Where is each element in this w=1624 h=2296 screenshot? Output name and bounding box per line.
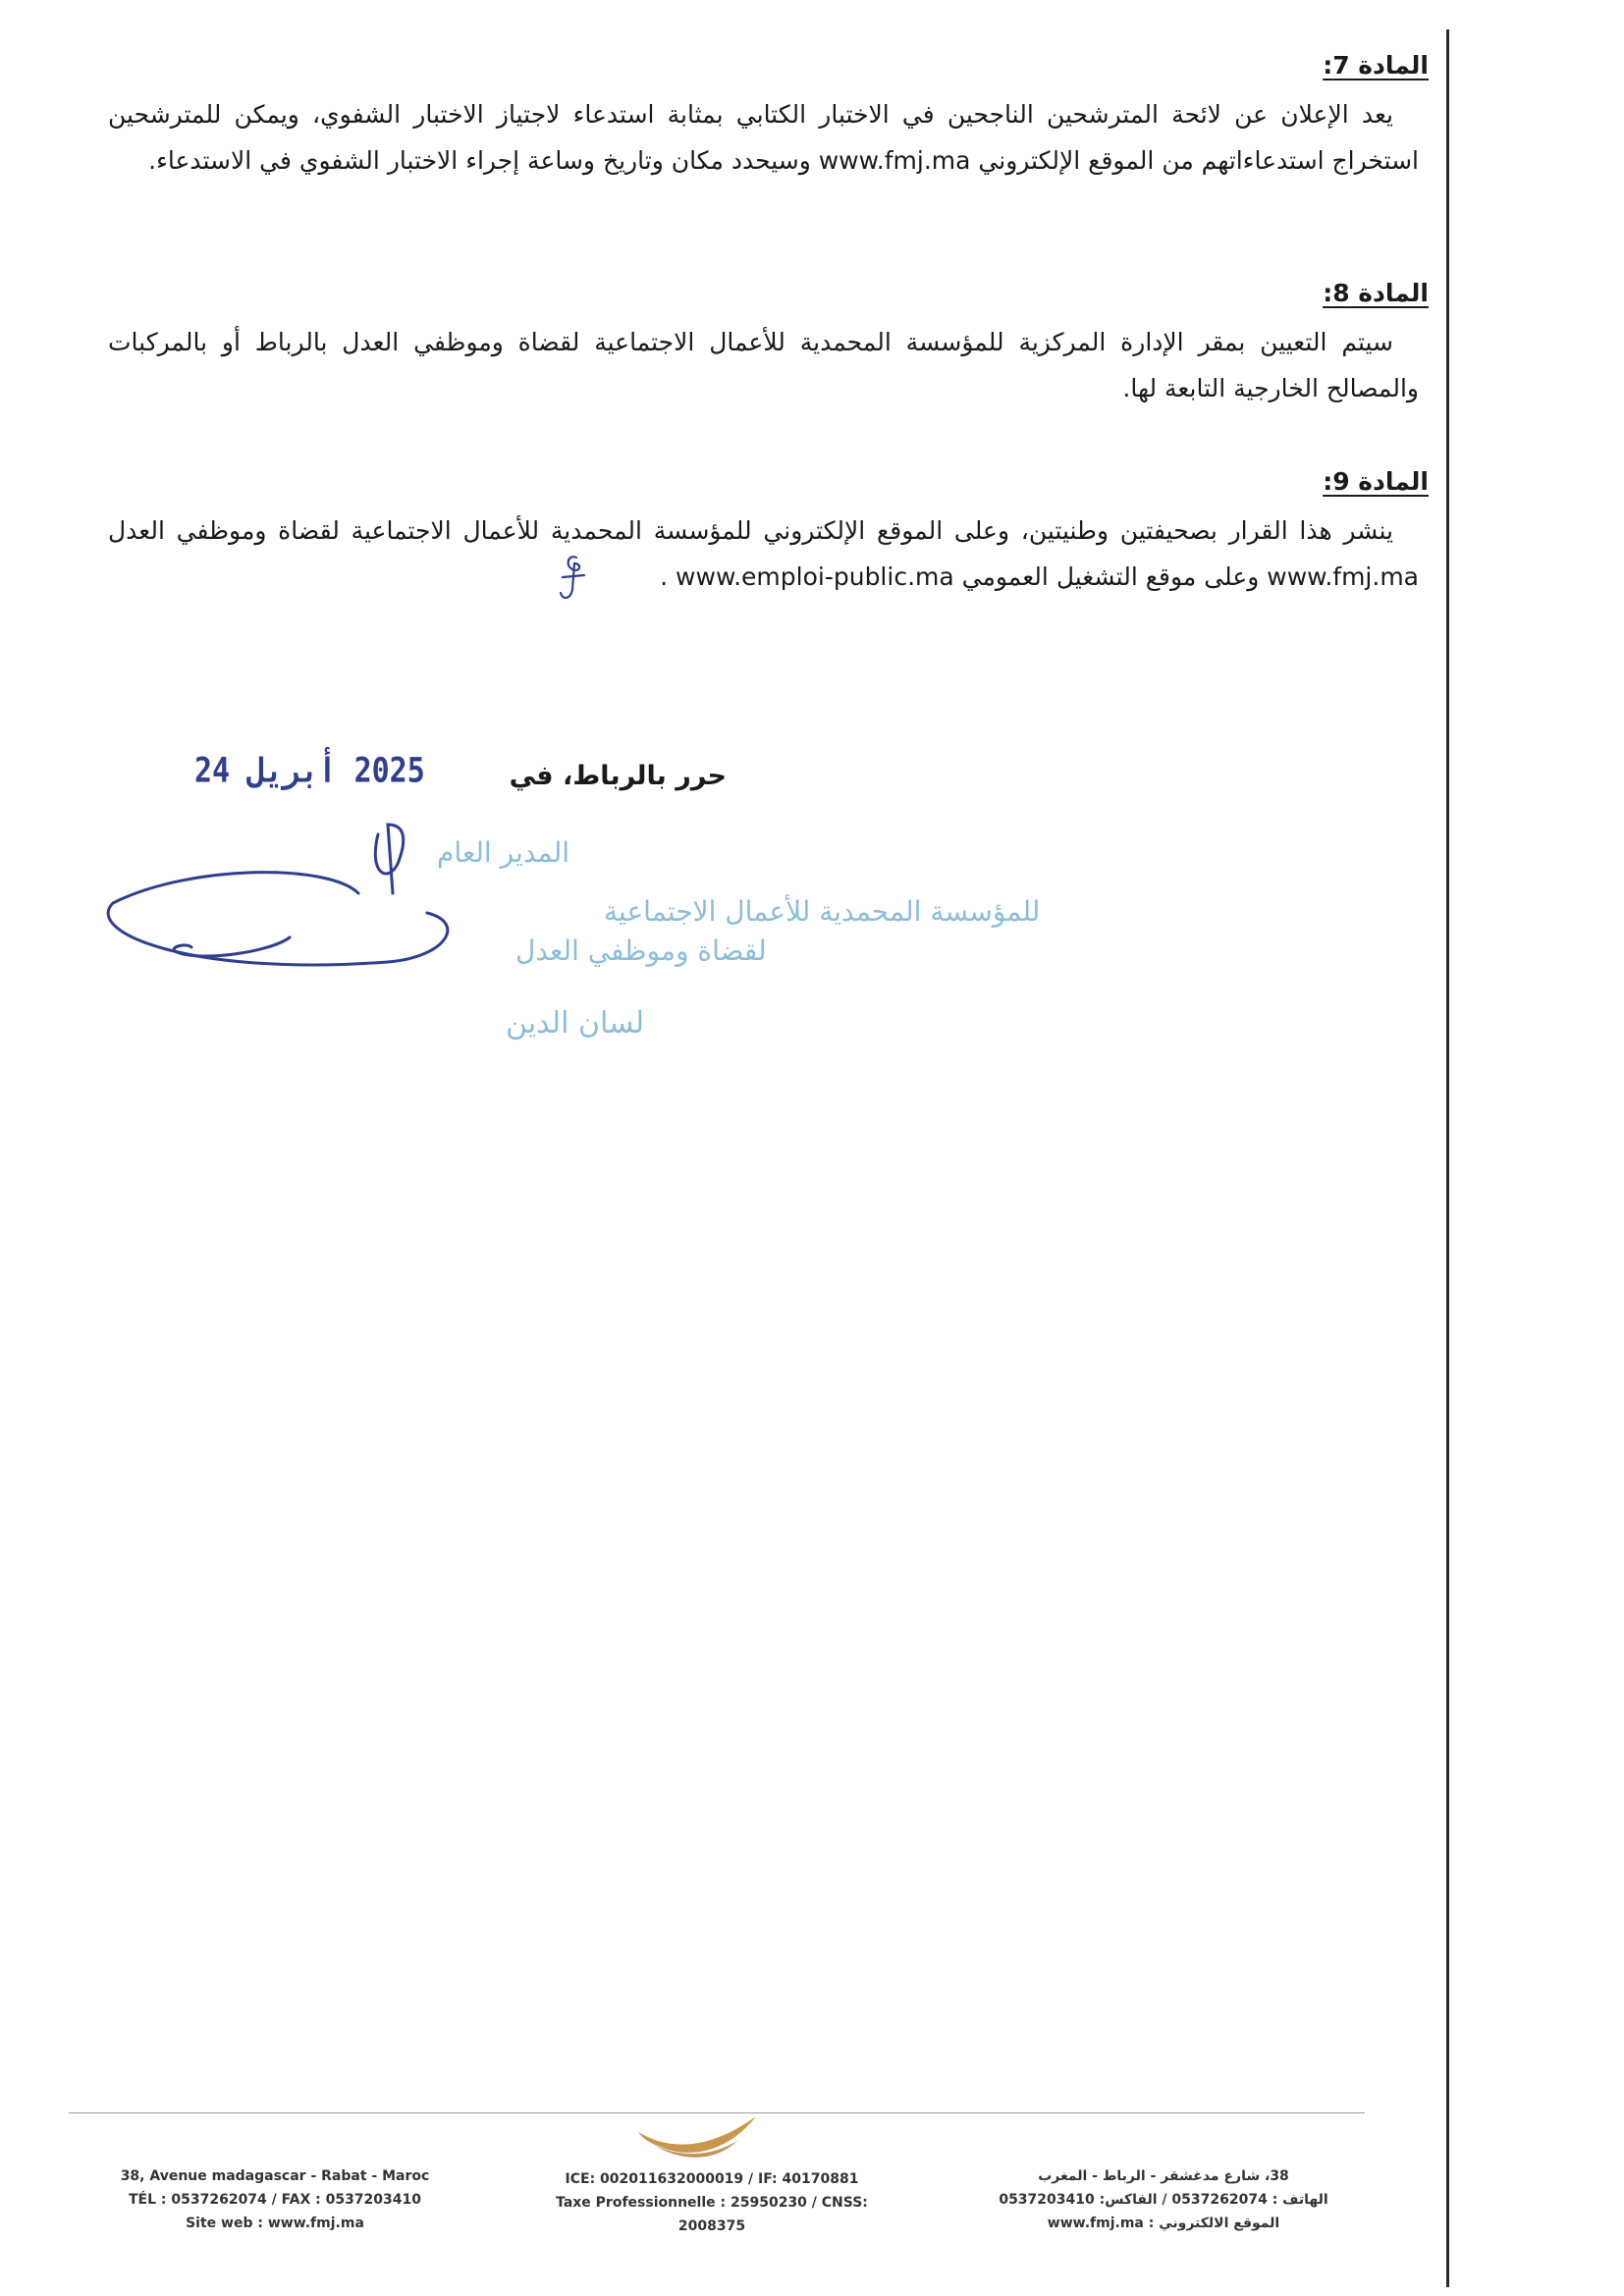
article-9-title: المادة 9: <box>1323 467 1429 496</box>
footer-address-fr: 38, Avenue madagascar - Rabat - Maroc <box>120 2168 430 2184</box>
article-9-text-start: ينشر هذا القرار بصحيفتين وطنيتين، وعلى الموقع الإلكتروني للمؤسسة المحمدية للأعمال الاجتماعية لقضاة وموظفي العدل <box>108 516 1393 545</box>
article-9 <box>108 467 1429 600</box>
article-7-text: يعد الإعلان عن لائحة المترشحين الناجحين في الاختبار الكتابي بمثابة استدعاء لاجتياز الاختبار الشفوي، ويمكن للمترشحين استخراج استدعاءاتهم من الموقع الإلكتروني www.fmj.ma وسيحدد مكان وتاريخ وساعة إجراء الاختبار الشفوي في الاستدعاء. <box>108 100 1419 175</box>
footer-phone-fr: TÉL : 0537262074 / FAX : 0537203410 <box>129 2192 421 2208</box>
footer-identifiers <box>535 2167 889 2238</box>
article-9-text-end: . <box>660 562 677 591</box>
footer-web-fr: Site web : www.fmj.ma <box>186 2216 364 2231</box>
article-9-text <box>108 507 1429 600</box>
official-stamp <box>93 805 1041 1060</box>
article-8-title: المادة 8: <box>1323 279 1429 307</box>
article-7-title: المادة 7: <box>1323 51 1429 80</box>
fmj-website-link: www.fmj.ma <box>1267 562 1419 591</box>
article-8 <box>108 279 1429 411</box>
stamp-line-2: للمؤسسة المحمدية للأعمال الاجتماعية <box>604 895 1041 928</box>
emploi-public-link: www.emploi-public.ma <box>676 562 954 591</box>
stamp-line-3: لقضاة وموظفي العدل <box>515 934 767 967</box>
footer-ice-if: ICE: 002011632000019 / IF: 40170881 <box>565 2171 859 2187</box>
page-border-line <box>1446 29 1449 2287</box>
article-7 <box>108 51 1429 184</box>
made-in-place: حرر بالرباط، في <box>509 761 727 791</box>
footer-web-ar: الموقع الالكتروني : www.fmj.ma <box>1047 2216 1280 2231</box>
handwritten-initial-icon <box>555 550 594 609</box>
fmj-logo-icon <box>628 2110 766 2169</box>
footer-phone-ar: الهاتف : 0537262074 / الفاكس: 0537203410 <box>999 2192 1328 2208</box>
stamp-line-1: المدير العام <box>437 836 570 869</box>
signature-scribble-icon <box>108 825 448 965</box>
footer-address-ar: 38، شارع مدغشقر - الرباط - المغرب <box>1038 2168 1289 2184</box>
article-9-text-middle: وعلى موقع التشغيل العمومي <box>953 562 1268 591</box>
footer-contact-arabic <box>987 2164 1340 2235</box>
article-8-text: سيتم التعيين بمقر الإدارة المركزية للمؤسسة المحمدية للأعمال الاجتماعية لقضاة وموظفي العدل بالرباط أو بالمركبات والمصالح الخارجية التابعة لها. <box>108 328 1419 402</box>
footer-tax-cnss: Taxe Professionnelle : 25950230 / CNSS: 2008375 <box>556 2195 868 2234</box>
footer-contact-french <box>118 2164 432 2235</box>
signature-date: 2025 أبريل 24 <box>194 751 425 791</box>
stamp-line-4: لسان الدين <box>506 1006 645 1041</box>
